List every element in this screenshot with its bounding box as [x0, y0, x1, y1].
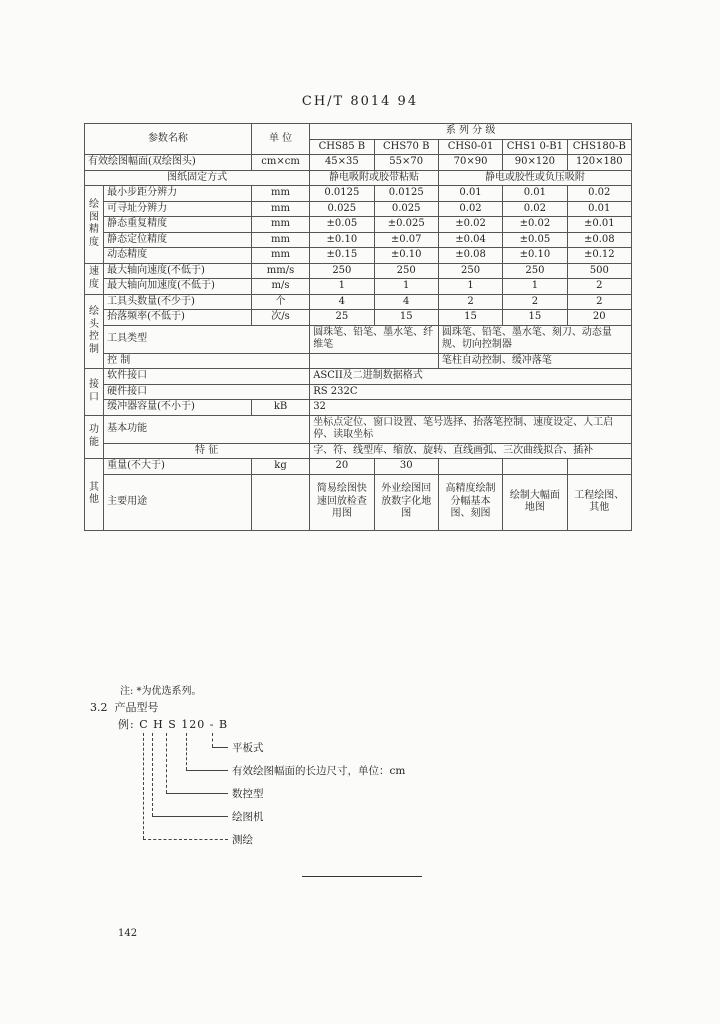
unit-cell: cm×cm — [251, 155, 309, 171]
value-cell: ASCII及二进制数据格式 — [310, 369, 632, 385]
table-row — [85, 294, 632, 310]
value-cell: ±0.08 — [567, 232, 631, 248]
unit-cell: mm — [251, 217, 309, 233]
value-cell: 0.0125 — [374, 186, 438, 202]
standard-header: CH/T 8014 94 — [301, 94, 419, 109]
value-cell: 70×90 — [438, 155, 502, 171]
value-cell: ±0.07 — [374, 232, 438, 248]
table-note: 注: *为优选系列。 — [120, 686, 202, 697]
value-cell: 15 — [438, 310, 502, 326]
table-row — [85, 384, 632, 400]
table-row — [85, 170, 632, 186]
value-cell: 2 — [567, 279, 631, 295]
table-row — [85, 474, 632, 530]
param-label: 可寻址分辨力 — [104, 201, 252, 217]
unit-cell — [251, 474, 309, 530]
table-row — [85, 279, 632, 295]
value-cell: 45×35 — [310, 155, 374, 171]
table-row — [85, 415, 632, 443]
value-cell: 1 — [310, 279, 374, 295]
table-row — [85, 325, 632, 353]
legend-connector — [143, 839, 228, 840]
group-label: 绘头控制 — [85, 294, 104, 369]
param-label: 工具头数量(不少于) — [104, 294, 252, 310]
value-cell: 4 — [310, 294, 374, 310]
value-cell: 250 — [503, 263, 567, 279]
legend-connector — [186, 733, 187, 770]
unit-cell: mm — [251, 201, 309, 217]
value-cell: 2 — [567, 294, 631, 310]
param-label: 抬落频率(不低于) — [104, 310, 252, 326]
value-cell: 0.025 — [310, 201, 374, 217]
section-heading — [90, 699, 159, 715]
value-cell: ±0.04 — [438, 232, 502, 248]
param-label: 最大轴向速度(不低于) — [104, 263, 252, 279]
value-cell: 坐标点定位、窗口设置、笔号选择、抬落笔控制、速度设定、人工启停、读取坐标 — [310, 415, 632, 443]
value-cell: 1 — [438, 279, 502, 295]
value-cell: 0.02 — [567, 186, 631, 202]
header-unit: 单 位 — [251, 124, 309, 155]
unit-cell: kB — [251, 400, 309, 416]
value-cell: 外业绘图回放数字化地图 — [374, 474, 438, 530]
unit-cell: m/s — [251, 279, 309, 295]
value-cell: 20 — [310, 459, 374, 475]
legend-connector — [212, 733, 213, 747]
table-row — [85, 459, 632, 475]
value-cell: 55×70 — [374, 155, 438, 171]
unit-cell: mm — [251, 186, 309, 202]
value-cell: 笔柱自动控制、缓冲落笔 — [438, 353, 631, 369]
value-cell: 500 — [567, 263, 631, 279]
value-cell: ±0.10 — [503, 248, 567, 264]
value-cell: 绘制大幅面地图 — [503, 474, 567, 530]
value-cell: 0.01 — [503, 186, 567, 202]
value-cell: 25 — [310, 310, 374, 326]
table-row — [85, 263, 632, 279]
model-name: CHS0-01 — [438, 139, 502, 155]
group-label: 速度 — [85, 263, 104, 294]
value-cell: ±0.08 — [438, 248, 502, 264]
header-series: 系 列 分 级 — [310, 124, 632, 140]
table-row — [85, 310, 632, 326]
section-title: 产品型号 — [114, 701, 159, 714]
value-cell: ±0.10 — [310, 232, 374, 248]
group-label: 接口 — [85, 369, 104, 416]
value-cell: 120×180 — [567, 155, 631, 171]
value-cell: 0.01 — [567, 201, 631, 217]
table-row — [85, 248, 632, 264]
legend-connector — [166, 733, 167, 793]
table-row — [85, 155, 632, 171]
value-cell: ±0.02 — [503, 217, 567, 233]
table-row — [85, 201, 632, 217]
value-cell: 字、符、线型库、缩放、旋转、直线画弧、三次曲线拟合、插补 — [310, 443, 632, 459]
section-number: 3.2 — [90, 701, 108, 714]
legend-item: 平板式 — [232, 742, 264, 754]
table-row — [85, 217, 632, 233]
value-cell: 静电或胶性或负压吸附 — [438, 170, 631, 186]
value-cell: 高精度绘制分幅基本图、刻图 — [438, 474, 502, 530]
value-cell: 工程绘图、其他 — [567, 474, 631, 530]
value-cell: ±0.15 — [310, 248, 374, 264]
value-cell: 30 — [374, 459, 438, 475]
value-cell: ±0.05 — [503, 232, 567, 248]
param-label: 最大轴向加速度(不低于) — [104, 279, 252, 295]
value-cell: 250 — [310, 263, 374, 279]
value-cell: 0.01 — [438, 186, 502, 202]
value-cell: 90×120 — [503, 155, 567, 171]
value-cell: 0.02 — [438, 201, 502, 217]
value-cell: 简易绘图快速回放检查用图 — [310, 474, 374, 530]
model-name: CHS70 B — [374, 139, 438, 155]
param-label: 动态精度 — [104, 248, 252, 264]
unit-cell: mm/s — [251, 263, 309, 279]
legend-item: 有效绘图幅面的长边尺寸，单位：cm — [232, 765, 406, 777]
model-example: 例: C H S 120 - B — [118, 718, 229, 731]
parameter-table — [84, 123, 632, 531]
table-row — [85, 443, 632, 459]
param-label: 基本功能 — [104, 415, 310, 443]
legend-item: 绘图机 — [232, 811, 264, 823]
value-cell: ±0.02 — [438, 217, 502, 233]
value-cell: 20 — [567, 310, 631, 326]
legend-connector — [152, 733, 153, 816]
value-cell: 32 — [310, 400, 632, 416]
unit-cell: 次/s — [251, 310, 309, 326]
value-cell: 0.02 — [503, 201, 567, 217]
legend-item: 测绘 — [232, 834, 253, 846]
param-label: 主要用途 — [104, 474, 252, 530]
value-cell: ±0.10 — [374, 248, 438, 264]
value-cell: 15 — [503, 310, 567, 326]
param-label: 工具类型 — [104, 325, 310, 353]
group-label: 其他 — [85, 459, 104, 531]
value-cell: 圆珠笔、铅笔、墨水笔、纤维笔 — [310, 325, 439, 353]
model-name: CHS85 B — [310, 139, 374, 155]
value-cell: 250 — [374, 263, 438, 279]
table-row — [85, 232, 632, 248]
model-name: CHS180-B — [567, 139, 631, 155]
legend-connector — [143, 733, 144, 839]
unit-cell: 个 — [251, 294, 309, 310]
param-label: 图纸固定方式 — [85, 170, 310, 186]
table-header-row — [85, 124, 632, 140]
value-cell: ±0.05 — [310, 217, 374, 233]
value-cell: 0.0125 — [310, 186, 374, 202]
value-cell: 2 — [438, 294, 502, 310]
value-cell: 4 — [374, 294, 438, 310]
table-row — [85, 186, 632, 202]
param-label: 有效绘图幅面(双绘图头) — [85, 155, 252, 171]
param-label: 最小步距分辨力 — [104, 186, 252, 202]
legend-connector — [212, 747, 228, 748]
unit-cell: kg — [251, 459, 309, 475]
model-name: CHS1 0-B1 — [503, 139, 567, 155]
group-label: 绘图精度 — [85, 186, 104, 264]
value-cell: ±0.12 — [567, 248, 631, 264]
unit-cell: mm — [251, 232, 309, 248]
value-cell: 1 — [503, 279, 567, 295]
legend-connector — [152, 816, 228, 817]
legend-item: 数控型 — [232, 788, 264, 800]
header-param-name: 参数名称 — [85, 124, 252, 155]
value-cell: 250 — [438, 263, 502, 279]
group-label: 功能 — [85, 415, 104, 459]
value-cell — [567, 459, 631, 475]
legend-connector — [186, 770, 228, 771]
param-label: 静态定位精度 — [104, 232, 252, 248]
legend-connector — [166, 793, 228, 794]
end-rule — [302, 876, 422, 877]
param-label: 缓冲器容量(不小于) — [104, 400, 252, 416]
value-cell — [503, 459, 567, 475]
table-row — [85, 369, 632, 385]
table-row — [85, 353, 632, 369]
param-label: 硬件接口 — [104, 384, 310, 400]
value-cell: 2 — [503, 294, 567, 310]
value-cell: 0.025 — [374, 201, 438, 217]
param-label: 软件接口 — [104, 369, 310, 385]
param-label: 静态重复精度 — [104, 217, 252, 233]
value-cell — [438, 459, 502, 475]
page-number: 142 — [118, 928, 138, 939]
value-cell: 15 — [374, 310, 438, 326]
value-cell: ±0.01 — [567, 217, 631, 233]
unit-cell: mm — [251, 248, 309, 264]
value-cell: 静电吸附或胶带粘贴 — [310, 170, 439, 186]
param-label: 特 征 — [104, 443, 310, 459]
param-label: 重量(不大于) — [104, 459, 252, 475]
param-label: 控 制 — [104, 353, 310, 369]
value-cell: RS 232C — [310, 384, 632, 400]
value-cell: ±0.025 — [374, 217, 438, 233]
value-cell — [310, 353, 439, 369]
value-cell: 1 — [374, 279, 438, 295]
table-row — [85, 400, 632, 416]
value-cell: 圆珠笔、铅笔、墨水笔、刻刀、动态量规、切向控制器 — [438, 325, 631, 353]
